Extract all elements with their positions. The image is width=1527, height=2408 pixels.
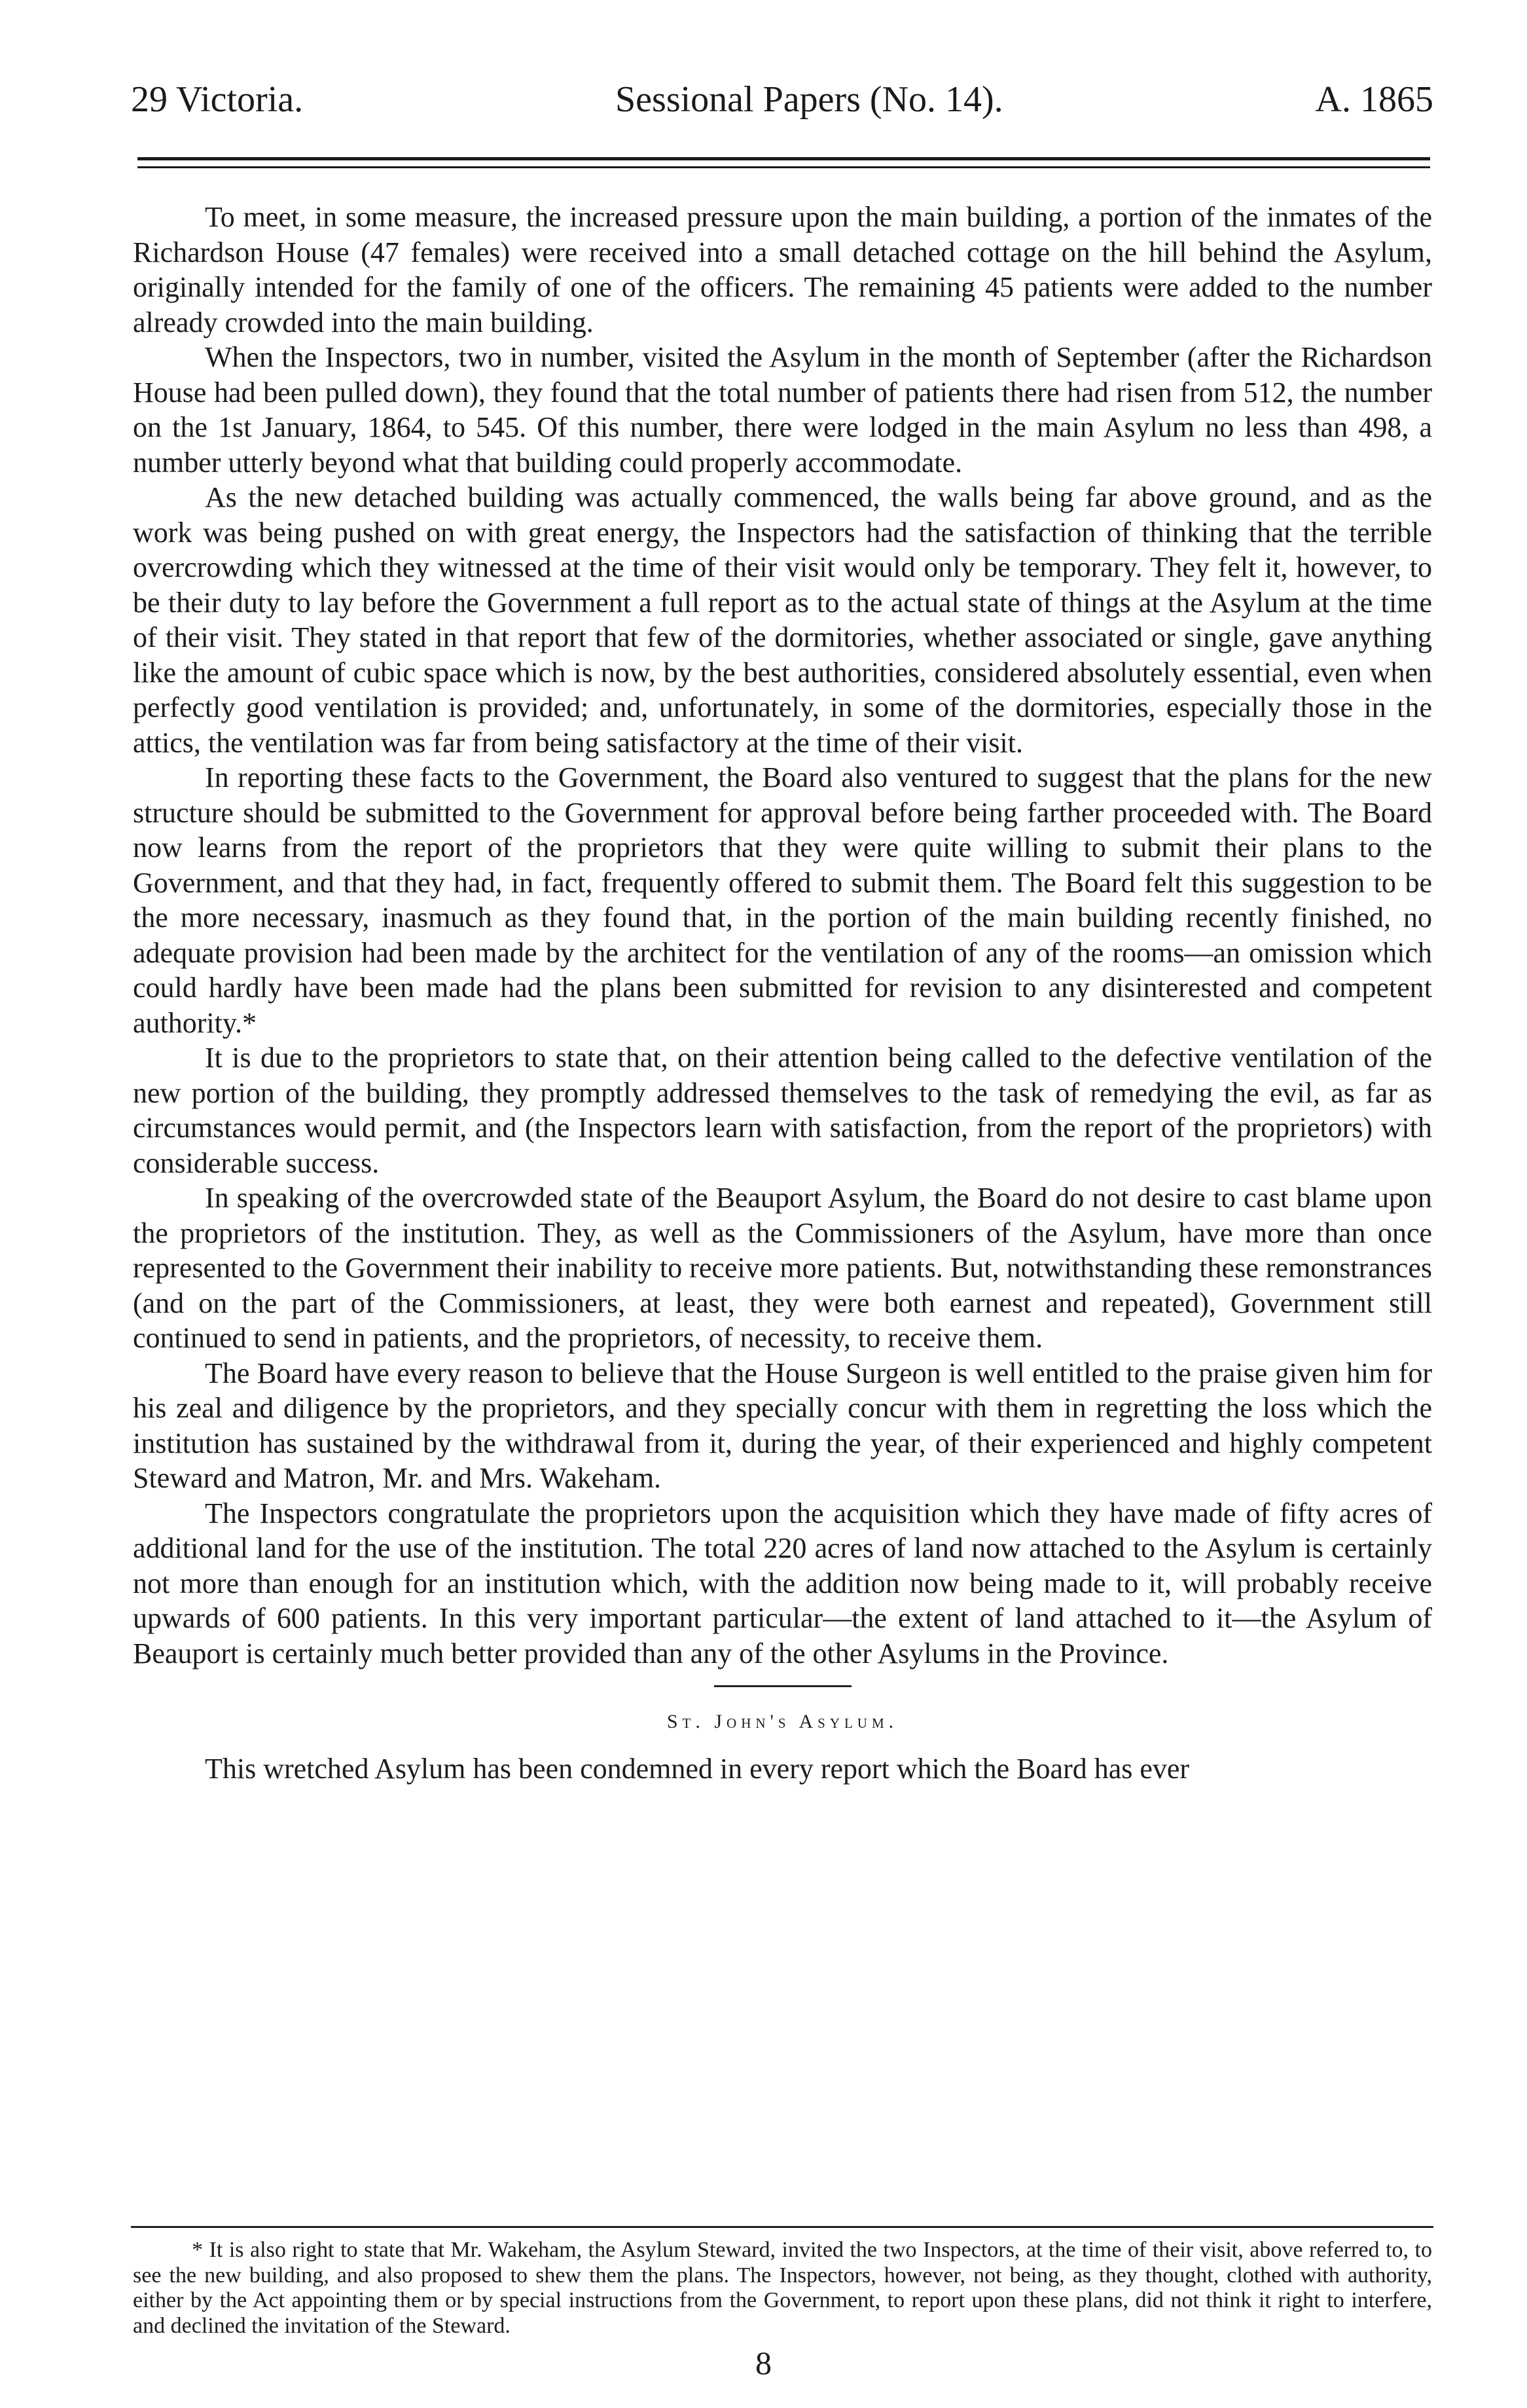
footnote-rule	[131, 2226, 1433, 2228]
section-separator	[714, 1685, 852, 1687]
body-text	[133, 200, 1432, 1786]
footnote: * It is also right to state that Mr. Wakeham, the Asylum Steward, invited the two Inspectors, at the time of their visit, above referred to, to see the new building, and also proposed to shew them the plans. The Inspectors, however, not being, as they thought, clothed with authority, either by the Act appointing them or by special instructions from the Government, to report upon these plans, did not think it right to interfere, and declined the invitation of the Steward.	[133, 2238, 1432, 2338]
running-head	[131, 79, 1433, 120]
paragraph-closing: This wretched Asylum has been condemned in every report which the Board has ever	[205, 1752, 1190, 1785]
header-rule-bottom	[137, 166, 1430, 168]
paragraph: As the new detached building was actually commenced, the walls being far above ground, and as the work was being pushed on with great energy, the Inspectors had the satisfaction of thinking that the terrible overcrowding which they witnessed at the time of their visit would only be temporary. They felt it, however, to be their duty to lay before the Government a full report as to the actual state of things at the Asylum at the time of their visit. They stated in that report that few of the dormitories, whether associated or single, gave anything like the amount of cubic space which is now, by the best authorities, considered absolutely essential, even when perfectly good ventilation is provided; and, unfortunately, in some of the dormitories, especially those in the attics, the ventilation was far from being satisfactory at the time of their visit.	[133, 481, 1432, 759]
paragraph: The Inspectors congratulate the proprietors upon the acquisition which they have made of fifty acres of additional land for the use of the institution. The total 220 acres of land now attached to the Asylum is certainly not more than enough for an institution which, with the addition now being made to it, will probably receive upwards of 600 patients. In this very important particular—the extent of land attached to it—the Asylum of Beauport is certainly much better provided than any of the other Asylums in the Province.	[133, 1497, 1432, 1669]
paragraph: In reporting these facts to the Government, the Board also ventured to suggest that the plans for the new structure should be submitted to the Government for approval before being farther proceeded with. The Board now learns from the report of the proprietors that they were quite willing to submit their plans to the Government, and that they had, in fact, frequently offered to submit them. The Board felt this suggestion to be the more necessary, inasmuch as they found that, in the portion of the main building recently finished, no adequate provision had been made by the architect for the ventilation of any of the rooms—an omission which could hardly have been made had the plans been submitted for revision to any disinterested and competent authority.*	[133, 761, 1432, 1039]
page-number: 8	[755, 2344, 772, 2381]
paragraph: When the Inspectors, two in number, visited the Asylum in the month of September (after the Richardson House had been pulled down), they found that the total number of patients there had risen from 512, the number on the 1st January, 1864, to 545. Of this number, there were lodged in the main Asylum no less than 498, a number utterly beyond what that building could properly accommodate.	[133, 341, 1432, 479]
paragraph: In speaking of the overcrowded state of the Beauport Asylum, the Board do not desire to cast blame upon the proprietors of the institution. They, as well as the Commissioners of the Asylum, have more than once represented to the Government their inability to receive more patients. But, notwithstanding these remonstrances (and on the part of the Commissioners, at least, they were both earnest and repeated), Government still continued to send in patients, and the proprietors, of necessity, to receive them.	[133, 1182, 1432, 1354]
paragraph: It is due to the proprietors to state that, on their attention being called to the defective ventilation of the new portion of the building, they promptly addressed themselves to the task of remedying the evil, as far as circumstances would permit, and (the Inspectors learn with satisfaction, from the report of the proprietors) with considerable success.	[133, 1042, 1432, 1179]
header-rule-top	[137, 157, 1430, 160]
paragraph: The Board have every reason to believe that the House Surgeon is well entitled to the praise given him for his zeal and diligence by the proprietors, and they specially concur with them in regretting the loss which the institution has sustained by the withdrawal from it, during the year, of their experienced and highly competent Steward and Matron, Mr. and Mrs. Wakeham.	[133, 1357, 1432, 1494]
section-heading: St. John's Asylum.	[666, 1711, 899, 1732]
header-year: A. 1865	[1315, 79, 1433, 120]
header-regnal-year: 29 Victoria.	[131, 79, 304, 120]
paragraph: To meet, in some measure, the increased pressure upon the main building, a portion of the inmates of the Richardson House (47 females) were received into a small detached cottage on the hill behind the Asylum, originally intended for the family of one of the officers. The remaining 45 patients were added to the number already crowded into the main building.	[133, 201, 1432, 338]
header-title: Sessional Papers (No. 14).	[615, 79, 1003, 120]
